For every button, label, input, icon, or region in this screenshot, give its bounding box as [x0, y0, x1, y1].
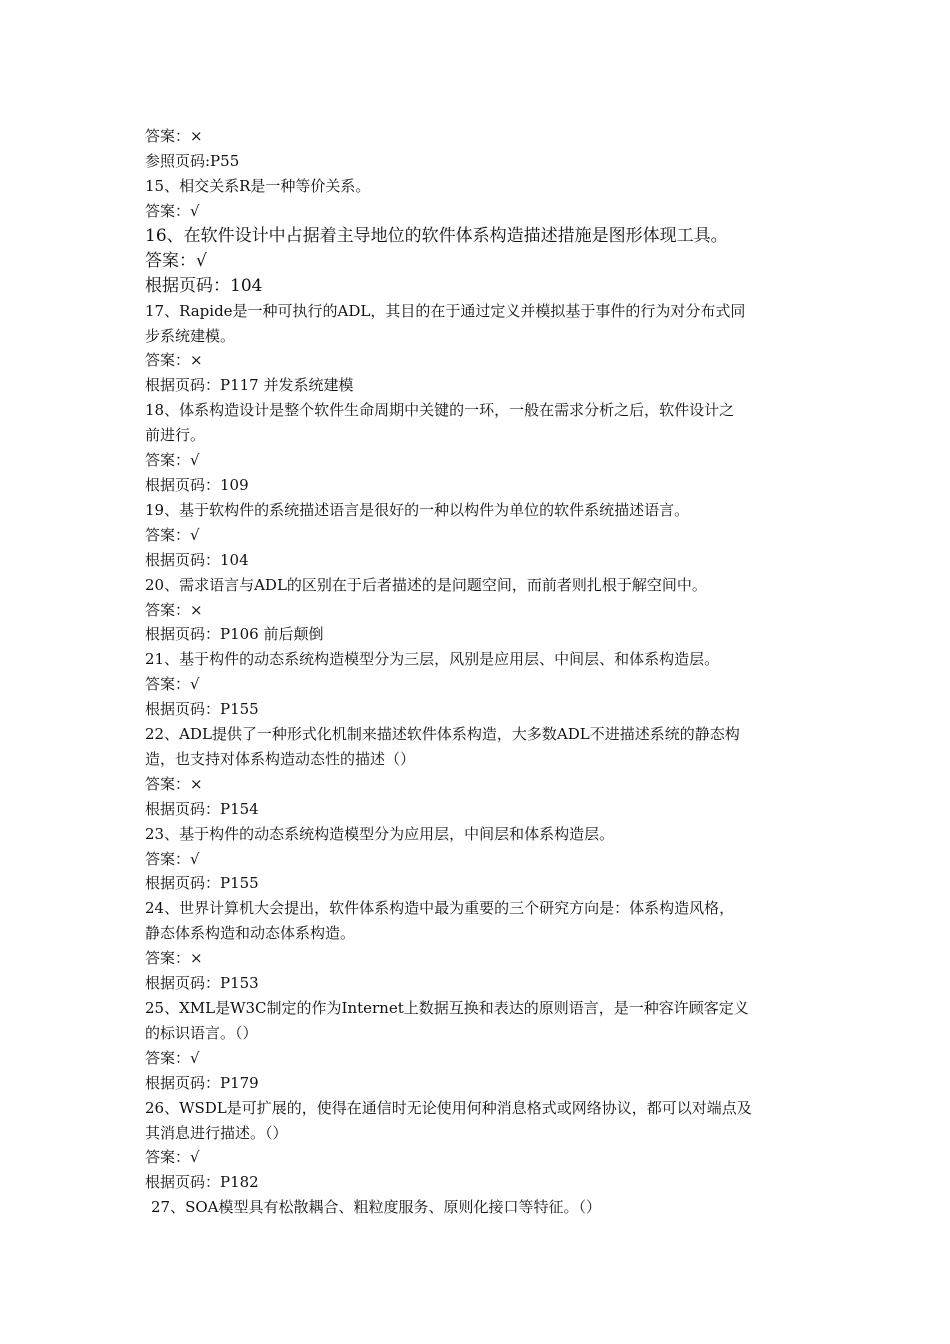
- question-23: 23、基于构件的动态系统构造模型分为应用层，中间层和体系构造层。: [145, 824, 615, 843]
- question-22: 22、ADL提供了一种形式化机制来描述软件体系构造，大多数ADL不进描述系统的静态构: [145, 725, 740, 744]
- answer-line: 答案：√: [145, 1148, 200, 1167]
- reference-page-line: 根据页码：P153: [145, 974, 259, 993]
- question-16: 16、在软件设计中占据着主导地位的软件体系构造描述措施是图形体现工具。: [145, 225, 728, 246]
- answer-line: 答案：√: [145, 525, 200, 544]
- question-24-cont: 静态体系构造和动态体系构造。: [145, 924, 356, 943]
- answer-line: 答案：√: [145, 451, 200, 470]
- question-17-cont: 步系统建模。: [145, 326, 236, 345]
- reference-page-line: 参照页码:P55: [145, 151, 240, 170]
- reference-page-line: 根据页码：109: [145, 475, 249, 494]
- reference-page-line: 根据页码：P155: [145, 874, 259, 893]
- answer-line: 答案：√: [145, 250, 207, 271]
- reference-page-line: 根据页码：104: [145, 550, 249, 569]
- question-27: 27、SOA模型具有松散耦合、粗粒度服务、原则化接口等特征。（）: [151, 1198, 601, 1217]
- answer-line: 答案：×: [145, 351, 203, 370]
- reference-page-line: 根据页码：P154: [145, 799, 259, 818]
- reference-page-line: 根据页码：P155: [145, 700, 259, 719]
- answer-line: 答案：×: [145, 949, 203, 968]
- answer-line: 答案：√: [145, 1048, 200, 1067]
- question-24: 24、世界计算机大会提出，软件体系构造中最为重要的三个研究方向是：体系构造风格，: [145, 899, 735, 918]
- answer-line: 答案：×: [145, 127, 203, 145]
- reference-page-line: 根据页码：P106 前后颠倒: [145, 625, 324, 644]
- question-25-cont: 的标识语言。（）: [145, 1023, 258, 1042]
- document-page: [145, 124, 810, 1220]
- reference-page-line: 根据页码：P179: [145, 1073, 259, 1092]
- question-21: 21、基于构件的动态系统构造模型分为三层，风别是应用层、中间层、和体系构造层。: [145, 650, 720, 669]
- question-15: 15、相交关系R是一种等价关系。: [145, 176, 371, 195]
- question-26: 26、WSDL是可扩展的，使得在通信时无论使用何种消息格式或网络协议，都可以对端点及: [145, 1098, 752, 1117]
- question-25: 25、XML是W3C制定的作为Internet上数据互换和表达的原则语言，是一种容许顾客定义: [145, 999, 749, 1017]
- reference-page-line: 根据页码：P182: [145, 1173, 259, 1192]
- question-18: 18、体系构造设计是整个软件生命周期中关键的一环，一般在需求分析之后，软件设计之: [145, 401, 735, 420]
- answer-line: 答案：√: [145, 201, 200, 220]
- question-22-cont: 造，也支持对体系构造动态性的描述（）: [145, 749, 416, 768]
- answer-line: 答案：×: [145, 600, 203, 619]
- question-20: 20、需求语言与ADL的区别在于后者描述的是问题空间，而前者则扎根于解空间中。: [145, 575, 707, 594]
- reference-page-line: 根据页码：P117 并发系统建模: [145, 376, 354, 395]
- question-17: 17、Rapide是一种可执行的ADL，其目的在于通过定义并模拟基于事件的行为对分布式同: [145, 301, 746, 320]
- answer-line: 答案：×: [145, 774, 203, 793]
- answer-line: 答案：√: [145, 849, 200, 868]
- answer-line: 答案：√: [145, 675, 200, 694]
- question-19: 19、基于软构件的系统描述语言是很好的一种以构件为单位的软件系统描述语言。: [145, 500, 690, 519]
- question-26-cont: 其消息进行描述。（）: [145, 1123, 288, 1142]
- question-18-cont: 前进行。: [145, 426, 206, 445]
- reference-page-line: 根据页码：104: [145, 275, 263, 296]
